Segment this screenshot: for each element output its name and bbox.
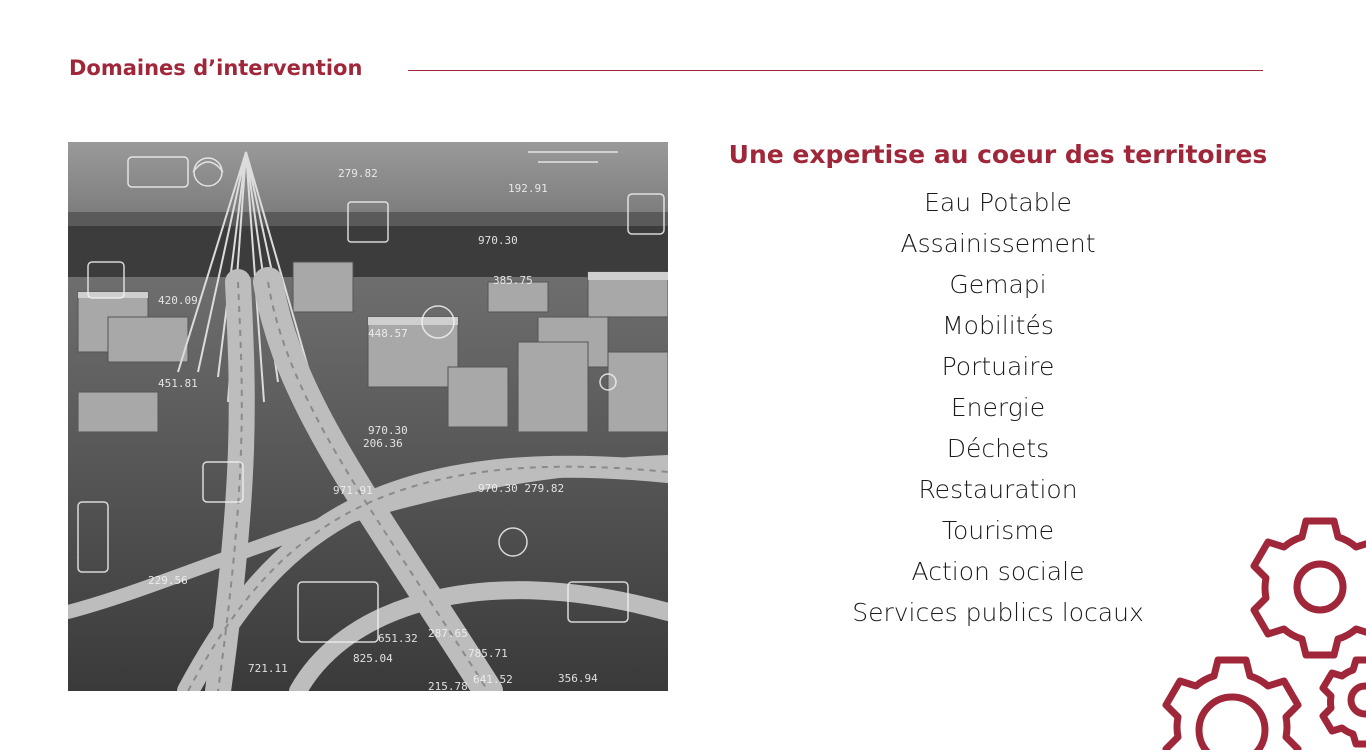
svg-text:287.65: 287.65: [428, 627, 468, 640]
list-item: Energie: [950, 393, 1046, 422]
svg-text:970.30: 970.30: [478, 234, 518, 247]
svg-text:356.94: 356.94: [558, 672, 598, 685]
svg-text:721.11: 721.11: [248, 662, 288, 675]
svg-text:279.82: 279.82: [338, 167, 378, 180]
svg-text:420.09: 420.09: [158, 294, 198, 307]
list-item: Mobilités: [942, 311, 1054, 340]
svg-text:825.04: 825.04: [353, 652, 393, 665]
svg-text:785.71: 785.71: [468, 647, 508, 660]
svg-text:641.52: 641.52: [473, 673, 513, 686]
page-title: Domaines d’intervention: [69, 56, 363, 80]
svg-text:206.36: 206.36: [363, 437, 403, 450]
svg-text:215.78: 215.78: [428, 680, 468, 691]
svg-text:192.91: 192.91: [508, 182, 548, 195]
svg-text:385.75: 385.75: [493, 274, 533, 287]
svg-text:651.32: 651.32: [378, 632, 418, 645]
list-item: Assainissement: [900, 229, 1096, 258]
gear-icon: [1323, 660, 1366, 744]
gears-decoration: [1140, 505, 1366, 750]
header-divider: [408, 70, 1263, 71]
svg-text:970.30 279.82: 970.30 279.82: [478, 482, 565, 495]
list-item: Tourisme: [941, 516, 1055, 545]
list-item: Services publics locaux: [852, 598, 1144, 627]
list-item: Déchets: [946, 434, 1050, 463]
list-item: Restauration: [918, 475, 1078, 504]
svg-text:229.56: 229.56: [148, 574, 188, 587]
list-item: Eau Potable: [924, 188, 1072, 217]
city-highway-photo: [68, 142, 668, 691]
svg-text:971.91: 971.91: [333, 484, 373, 497]
list-item: Portuaire: [941, 352, 1055, 381]
svg-text:970.30: 970.30: [368, 424, 408, 437]
section-heading: Une expertise au coeur des territoires: [728, 140, 1268, 169]
domain-list: [798, 182, 1198, 633]
svg-text:451.81: 451.81: [158, 377, 198, 390]
list-item: Gemapi: [949, 270, 1047, 299]
list-item: Action sociale: [911, 557, 1085, 586]
gear-icon: [1254, 521, 1366, 655]
gear-icon: [1166, 660, 1298, 750]
svg-text:448.57: 448.57: [368, 327, 408, 340]
